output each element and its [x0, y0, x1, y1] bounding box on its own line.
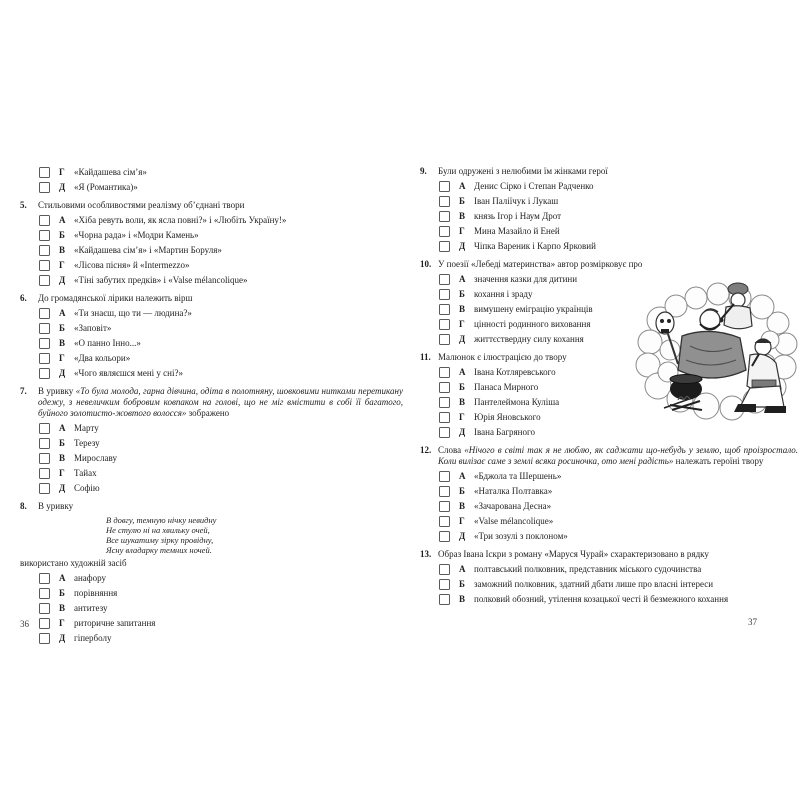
option-text: «Лісова пісня» й «Intermezzo» [74, 260, 190, 270]
answer-checkbox[interactable] [439, 226, 450, 237]
answer-checkbox[interactable] [439, 211, 450, 222]
question-number: 12. [420, 445, 432, 455]
question-text-part: Були одружені з нелюбими їм жінками герої [438, 166, 608, 176]
option-text: «Три зозулі з поклоном» [474, 531, 568, 541]
option-row [39, 483, 403, 494]
question-text-part: Слова [438, 445, 465, 455]
options-list [20, 215, 403, 286]
answer-checkbox[interactable] [439, 531, 450, 542]
option-letter: А [59, 215, 66, 225]
option-letter: Д [59, 368, 66, 378]
option-row [39, 368, 403, 379]
question-number: 9. [420, 166, 427, 176]
answer-checkbox[interactable] [39, 483, 50, 494]
option-row [439, 427, 798, 438]
option-letter: Б [59, 323, 65, 333]
option-row [39, 353, 403, 364]
option-row [439, 241, 798, 252]
option-text: «Два кольори» [74, 353, 131, 363]
option-text: Пантелеймона Куліша [474, 397, 560, 407]
option-text: «Я (Романтика)» [74, 182, 138, 192]
option-row [439, 579, 798, 590]
answer-checkbox[interactable] [439, 579, 450, 590]
poem-line: Все шукатиму зірку провідну, [106, 535, 214, 545]
question-text [38, 386, 403, 419]
answer-checkbox[interactable] [39, 618, 50, 629]
option-text: Тайах [74, 468, 97, 478]
answer-checkbox[interactable] [39, 438, 50, 449]
option-letter: Б [459, 486, 465, 496]
answer-checkbox[interactable] [439, 486, 450, 497]
answer-checkbox[interactable] [39, 167, 50, 178]
answer-checkbox[interactable] [439, 412, 450, 423]
option-letter: Г [59, 353, 65, 363]
option-row [439, 531, 798, 542]
poem-line: Не стулю ні на хвильку очей, [106, 525, 210, 535]
option-text: «Хіба ревуть воли, як ясла повні?» і «Любіть Україну!» [74, 215, 287, 225]
answer-checkbox[interactable] [439, 471, 450, 482]
option-row [39, 260, 403, 271]
poem-line: Ясну владарку темних ночей. [106, 545, 212, 555]
option-text: «Кайдашева сім’я» і «Мартин Боруля» [74, 245, 222, 255]
option-text: «Кайдашева сім’я» [74, 167, 147, 177]
question-text-part: В уривку [38, 501, 74, 511]
option-text: «Зачарована Десна» [474, 501, 552, 511]
option-row [39, 215, 403, 226]
option-letter: Г [459, 516, 465, 526]
question-text-part: Малюнок є ілюстрацією до твору [438, 352, 567, 362]
option-text: «Чого являєшся мені у сні?» [74, 368, 183, 378]
option-row [39, 438, 403, 449]
option-letter: Д [59, 633, 66, 643]
option-letter: Д [459, 241, 466, 251]
option-letter: В [59, 603, 66, 613]
option-letter: Д [59, 483, 66, 493]
option-text: заможний полковник, здатний дбати лише про власні інтереси [474, 579, 714, 589]
question-number: 10. [420, 259, 432, 269]
answer-checkbox[interactable] [439, 319, 450, 330]
answer-checkbox[interactable] [39, 353, 50, 364]
question-text-continued: використано художній засіб [20, 558, 127, 568]
option-text: Івана Котляревського [474, 367, 556, 377]
question-text [438, 549, 798, 560]
question-text [438, 445, 798, 467]
option-text: «Valse mélancolique» [474, 516, 554, 526]
answer-checkbox[interactable] [39, 260, 50, 271]
question-number: 11. [420, 352, 431, 362]
option-text: «Заповіт» [74, 323, 112, 333]
option-row [39, 182, 403, 193]
option-row [439, 486, 798, 497]
option-row [439, 564, 798, 575]
question-header [420, 445, 798, 467]
option-letter: Б [59, 230, 65, 240]
options-list [420, 471, 798, 542]
answer-checkbox[interactable] [439, 564, 450, 575]
option-letter: А [459, 367, 466, 377]
option-text: кохання і зраду [474, 289, 533, 299]
option-text: «О панно Інно...» [74, 338, 141, 348]
option-text: Юрія Яновського [474, 412, 541, 422]
option-text: цінності родинного виховання [474, 319, 591, 329]
answer-checkbox[interactable] [39, 468, 50, 479]
option-letter: Г [459, 226, 465, 236]
option-letter: Г [59, 468, 65, 478]
option-letter: Д [59, 182, 66, 192]
question-number: 13. [420, 549, 432, 559]
option-text: Марту [74, 423, 99, 433]
question [20, 200, 403, 286]
question-number: 7. [20, 386, 27, 396]
question [420, 549, 798, 605]
question-quote: «Нічого в світі так я не люблю, як саджати що-небудь у землю, щоб проізростало. Коли вилізає саме з землі всяка росиночка, ото мені радість» [438, 445, 799, 466]
question-number: 6. [20, 293, 27, 303]
question-text [38, 501, 403, 512]
answer-checkbox[interactable] [439, 304, 450, 315]
answer-checkbox[interactable] [439, 427, 450, 438]
option-letter: А [459, 564, 466, 574]
exam-page-left [20, 163, 403, 651]
option-letter: А [459, 181, 466, 191]
option-text: князь Ігор і Наум Дрот [474, 211, 562, 221]
option-text: «Наталка Полтавка» [474, 486, 553, 496]
option-row [39, 230, 403, 241]
option-row [439, 594, 798, 605]
answer-checkbox[interactable] [39, 368, 50, 379]
option-row [39, 423, 403, 434]
answer-checkbox[interactable] [439, 594, 450, 605]
option-row [439, 516, 798, 527]
answer-checkbox[interactable] [39, 588, 50, 599]
option-row [39, 308, 403, 319]
page-number: 36 [20, 619, 29, 629]
option-text: життєствердну силу кохання [474, 334, 584, 344]
answer-checkbox[interactable] [39, 338, 50, 349]
question [20, 167, 403, 193]
answer-checkbox[interactable] [439, 181, 450, 192]
answer-checkbox[interactable] [39, 215, 50, 226]
option-row [439, 181, 798, 192]
page-number: 37 [748, 617, 757, 627]
option-letter: Г [59, 260, 65, 270]
option-text: «Ти знаєш, що ти — людина?» [74, 308, 192, 318]
option-row [39, 573, 403, 584]
options-list [20, 167, 403, 193]
option-row [39, 275, 403, 286]
option-text: Мина Мазайло й Еней [474, 226, 560, 236]
option-row [39, 603, 403, 614]
question-header [20, 200, 403, 211]
question-header [20, 293, 403, 304]
option-letter: Г [459, 412, 465, 422]
options-list [420, 181, 798, 252]
question-header [420, 166, 798, 177]
option-text: Мирославу [74, 453, 117, 463]
option-text: вимушену еміграцію українців [474, 304, 593, 314]
answer-checkbox[interactable] [39, 323, 50, 334]
option-letter: Б [59, 588, 65, 598]
option-row [439, 226, 798, 237]
option-letter: В [59, 453, 66, 463]
question [20, 386, 403, 494]
option-letter: В [459, 594, 466, 604]
question-quote: «То була молода, гарна дівчина, одіта в полотняну, шовковими нитками перетикану одежу, з невеличким бобровим ковпаком на голові, що не міг вмістити в собі її багатого, буйного золотисто-жовтого волосся» [38, 386, 403, 418]
question-text-part: У поезії «Лебеді материнства» автор розмірковує про [438, 259, 643, 269]
question-text [38, 293, 403, 304]
option-text: полковий обозний, утілення козацької честі й безмежного кохання [474, 594, 729, 604]
question-number: 8. [20, 501, 27, 511]
question [420, 445, 798, 542]
option-text: Іван Паліїчук і Лукаш [474, 196, 559, 206]
answer-checkbox[interactable] [439, 516, 450, 527]
option-text: порівняння [74, 588, 118, 598]
answer-checkbox[interactable] [39, 308, 50, 319]
option-text: Івана Багряного [474, 427, 535, 437]
question [420, 166, 798, 252]
option-row [439, 501, 798, 512]
option-letter: В [459, 397, 466, 407]
option-letter: В [459, 304, 466, 314]
option-text: «Чорна рада» і «Модри Камень» [74, 230, 199, 240]
question-text-part: зображено [186, 408, 230, 418]
question-text [438, 166, 798, 177]
option-letter: В [59, 245, 66, 255]
answer-checkbox[interactable] [39, 245, 50, 256]
question-text-part: належать героїні твору [673, 456, 764, 466]
question [20, 501, 403, 644]
answer-checkbox[interactable] [439, 382, 450, 393]
option-row [439, 471, 798, 482]
answer-checkbox[interactable] [439, 334, 450, 345]
option-letter: А [59, 423, 66, 433]
poem-block [106, 515, 403, 555]
answer-checkbox[interactable] [439, 367, 450, 378]
option-text: риторичне запитання [74, 618, 156, 628]
option-letter: Д [459, 334, 466, 344]
option-text: Панаса Мирного [474, 382, 539, 392]
answer-checkbox[interactable] [39, 275, 50, 286]
answer-checkbox[interactable] [439, 274, 450, 285]
option-letter: Г [59, 618, 65, 628]
question-text [38, 200, 403, 211]
question-number: 5. [20, 200, 27, 210]
option-row [39, 323, 403, 334]
option-text: «Тіні забутих предків» і «Valse mélancolique» [74, 275, 248, 285]
answer-checkbox[interactable] [39, 423, 50, 434]
option-row [39, 633, 403, 644]
poem-line: В довгу, темную нічку невидну [106, 515, 217, 525]
option-letter: Б [59, 438, 65, 448]
option-letter: В [59, 338, 66, 348]
option-text: гіперболу [74, 633, 112, 643]
answer-checkbox[interactable] [39, 182, 50, 193]
option-row [39, 588, 403, 599]
option-letter: В [459, 211, 466, 221]
question [20, 293, 403, 379]
option-letter: А [59, 573, 66, 583]
option-text: Чіпка Вареник і Карпо Ярковий [474, 241, 596, 251]
question-header [420, 549, 798, 560]
option-row [39, 468, 403, 479]
answer-checkbox[interactable] [39, 603, 50, 614]
option-text: «Бджола та Шершень» [474, 471, 562, 481]
answer-checkbox[interactable] [39, 573, 50, 584]
option-letter: Д [59, 275, 66, 285]
answer-checkbox[interactable] [439, 289, 450, 300]
answer-checkbox[interactable] [439, 501, 450, 512]
answer-checkbox[interactable] [439, 196, 450, 207]
option-letter: Б [459, 196, 465, 206]
answer-checkbox[interactable] [39, 633, 50, 644]
answer-checkbox[interactable] [439, 241, 450, 252]
option-text: Софію [74, 483, 100, 493]
option-text: анафору [74, 573, 107, 583]
answer-checkbox[interactable] [439, 397, 450, 408]
illustration-cossacks [634, 268, 800, 426]
options-list [20, 423, 403, 494]
option-letter: Д [459, 427, 466, 437]
option-text: антитезу [74, 603, 108, 613]
option-row [39, 338, 403, 349]
question-text-part: Образ Івана Іскри з роману «Маруся Чурай» схарактеризовано в рядку [438, 549, 709, 559]
option-letter: Г [59, 167, 65, 177]
option-letter: А [59, 308, 66, 318]
option-row [39, 245, 403, 256]
option-text: значення казки для дитини [474, 274, 578, 284]
options-list [420, 564, 798, 605]
question-text-part: В уривку [38, 386, 76, 396]
option-row [39, 618, 403, 629]
option-row [39, 167, 403, 178]
question-text-part: Стильовими особливостями реалізму об’єднані твори [38, 200, 245, 210]
answer-checkbox[interactable] [39, 453, 50, 464]
option-letter: Д [459, 531, 466, 541]
options-list [20, 308, 403, 379]
option-text: полтавський полковник, представник міського судочинства [474, 564, 702, 574]
option-letter: А [459, 471, 466, 481]
question-text-part: До громадянської лірики належить вірш [38, 293, 193, 303]
option-text: Терезу [74, 438, 100, 448]
option-letter: А [459, 274, 466, 284]
option-row [39, 453, 403, 464]
option-letter: Б [459, 579, 465, 589]
option-letter: В [459, 501, 466, 511]
option-row [439, 211, 798, 222]
option-text: Денис Сірко і Степан Радченко [474, 181, 594, 191]
option-row [439, 196, 798, 207]
option-letter: Г [459, 319, 465, 329]
options-list [20, 573, 403, 644]
answer-checkbox[interactable] [39, 230, 50, 241]
option-letter: Б [459, 382, 465, 392]
question-header [20, 386, 403, 419]
question-header [20, 501, 403, 512]
option-letter: Б [459, 289, 465, 299]
